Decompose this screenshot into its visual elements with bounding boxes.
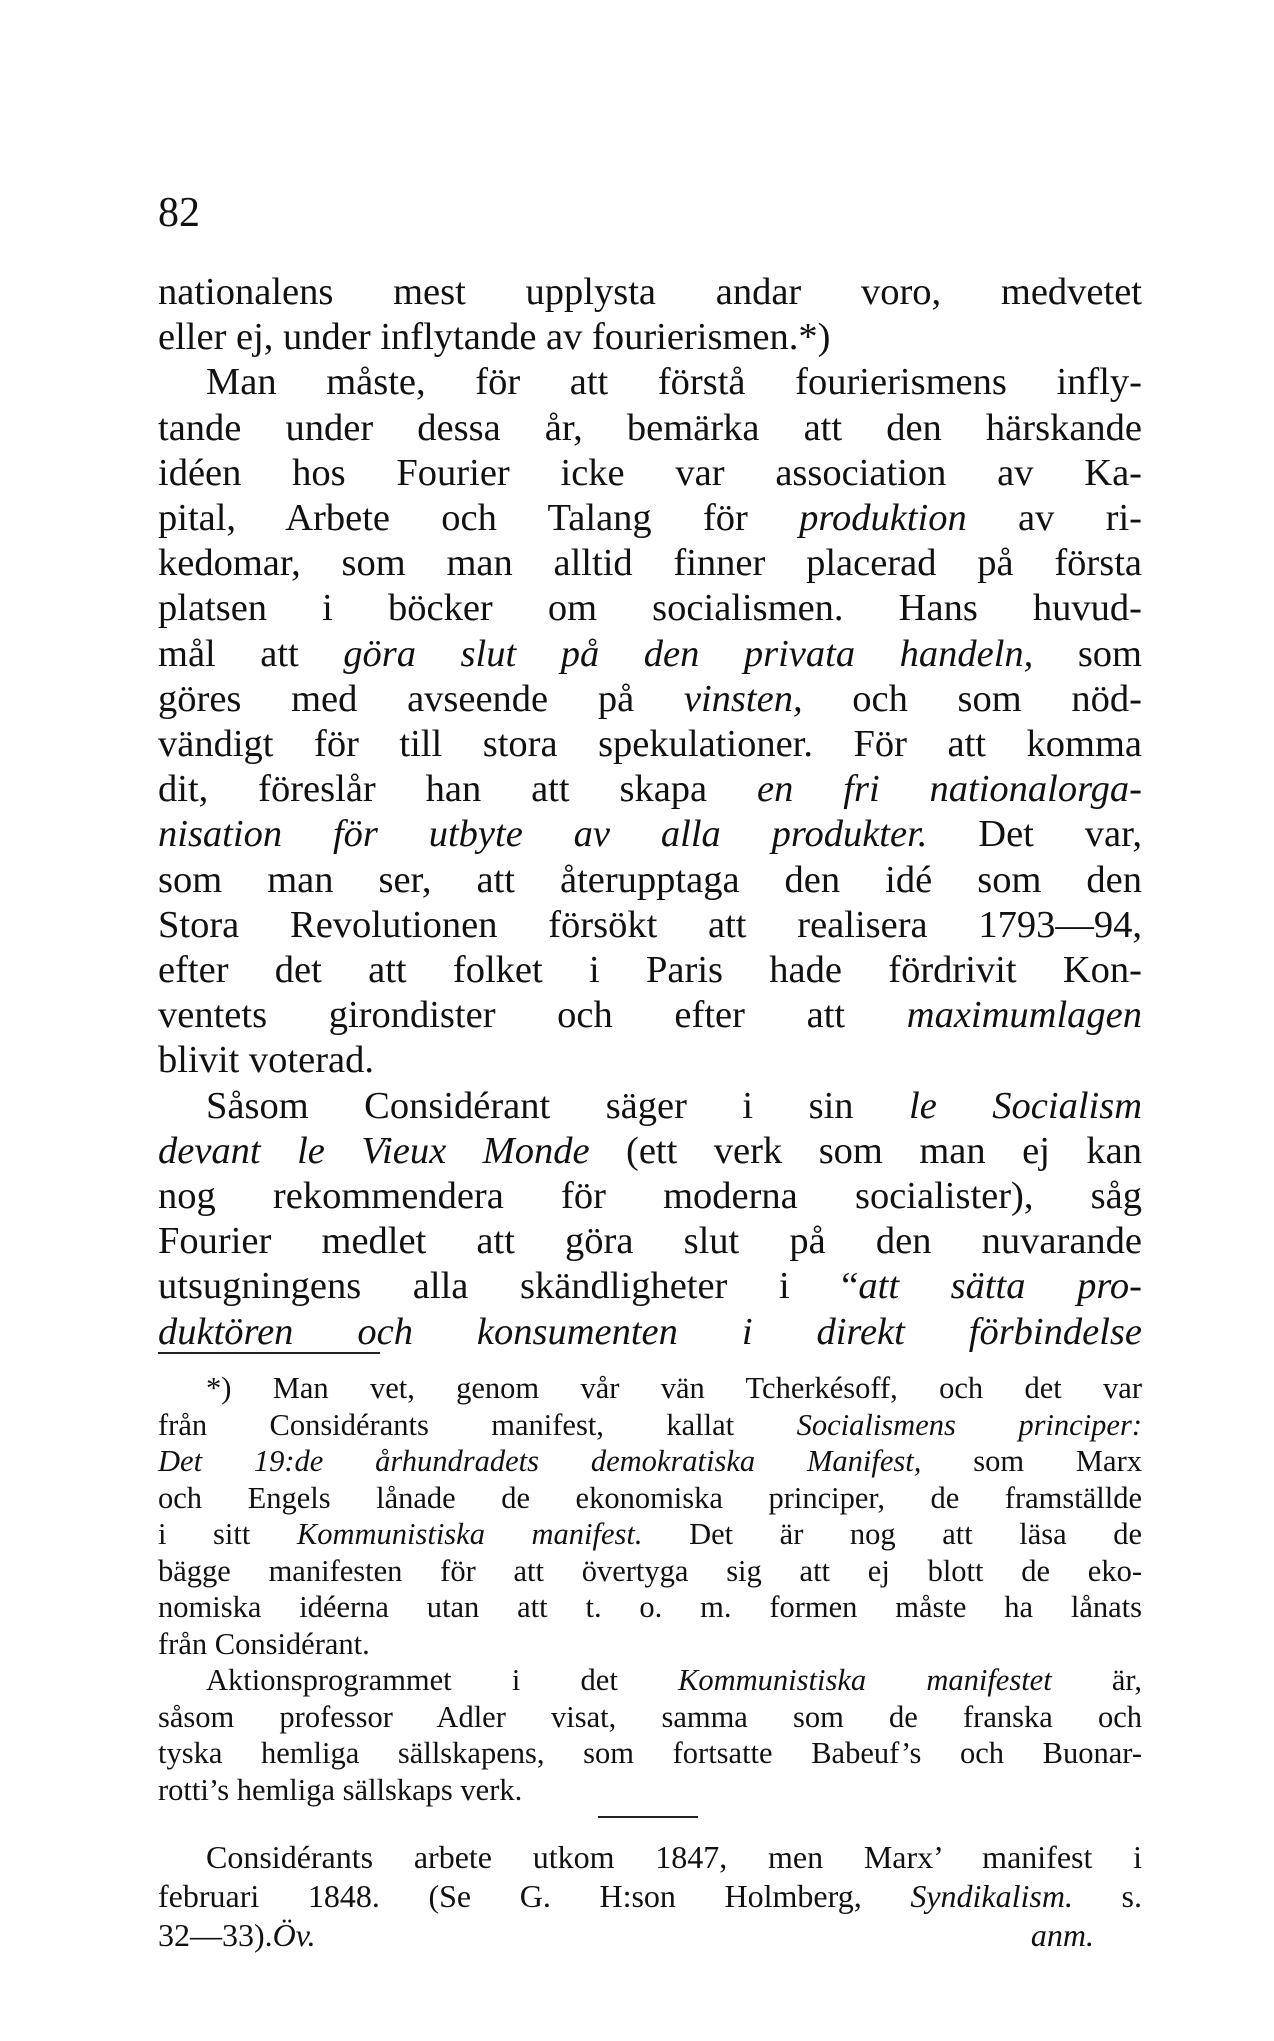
italic-phrase: duktören och konsumenten i direkt förbindelse [158,1310,1142,1353]
main-text [158,270,1142,1355]
note-line: februari 1848. (Se G. H:son Holmberg, Syndikalism. s. [158,1878,1143,1914]
italic-phrase: nisation för utbyte av alla produkter. [158,813,928,856]
text-line: nisation för utbyte av alla produkter. Det var, [158,813,1142,856]
italic-phrase: Kommunistiska manifest. [296,1517,643,1551]
italic-phrase: devant le Vieux Monde [158,1129,590,1172]
text-line: Stora Revolutionen försökt att realisera 1793—94, [158,903,1142,946]
italic-phrase: maximumlagen [906,994,1142,1037]
translator-note [158,1838,1142,1955]
italic-phrase: vinsten, [683,677,803,720]
text-line [158,1310,1142,1355]
italic-phrase: Socialismens principer: [796,1407,1142,1442]
text-line: idéen hos Fourier icke var association av Ka- [158,451,1142,494]
italic-phrase: att sätta pro- [858,1265,1142,1308]
footnote [158,1370,1142,1808]
note-signature: Öv. anm. [272,1917,1094,1953]
italic-phrase: Kommunistiska manifestet [678,1663,1052,1697]
footnote-line: bägge manifesten för att övertyga sig att ej blott de eko- [158,1553,1142,1588]
text-line: dit, föreslår han att skapa en fri nationalorga- [158,768,1142,811]
text-line: ventets girondister och efter att maximumlagen [158,994,1142,1037]
note-line: 32—33).Öv. anm. [158,1916,1142,1955]
footnote-divider [158,1352,380,1354]
note-line: Considérants arbete utkom 1847, men Marx’ manifest i [206,1839,1142,1875]
text-line: kedomar, som man alltid finner placerad på första [158,542,1142,585]
text-line: efter det att folket i Paris hade fördrivit Kon- [158,949,1142,992]
italic-phrase: Det 19:de århundradets demokratiska Manifest, [158,1444,922,1478]
footnote-line: rotti’s hemliga sällskaps verk. [158,1772,523,1807]
text-line: göres med avseende på vinsten, och som nöd- [158,677,1142,720]
italic-phrase: en fri nationalorga- [757,768,1142,811]
text-line: nog rekommendera för moderna socialister), såg [158,1175,1142,1218]
footnote-line: Aktionsprogrammet i det Kommunistiska manifestet är, [206,1663,1142,1697]
text-line: utsugningens alla skändligheter i “att sätta pro- [158,1265,1142,1308]
text-line: som man ser, att återupptaga den idé som den [158,858,1142,901]
text-line: Fourier medlet att göra slut på den nuvarande [158,1220,1142,1263]
text-line: blivit voterad. [158,1039,374,1082]
text-line: mål att göra slut på den privata handeln, som [158,632,1142,675]
text-line: tande under dessa år, bemärka att den härskande [158,406,1142,449]
page-number: 82 [158,190,200,236]
text-line: Man måste, för att förstå fourierismens infly- [206,361,1142,404]
translator-note-divider [598,1816,698,1818]
footnote-line: och Engels lånade de ekonomiska principer, de framställde [158,1480,1142,1515]
italic-phrase: göra slut på den privata handeln, [343,632,1034,675]
italic-phrase: produktion [799,497,967,540]
italic-phrase: Syndikalism. [910,1878,1073,1914]
text-line: Såsom Considérant säger i sin le Socialism [206,1084,1142,1127]
footnote-line: från Considérant. [158,1626,370,1661]
footnote-line: från Considérants manifest, kallat Socialismens principer: [158,1407,1142,1442]
text-line: platsen i böcker om socialismen. Hans huvud- [158,587,1142,630]
footnote-line: i sitt Kommunistiska manifest. Det är nog att läsa de [158,1517,1143,1551]
text-line: pital, Arbete och Talang för produktion av ri- [158,497,1142,540]
footnote-line: nomiska idéerna utan att t. o. m. formen måste ha lånats [158,1590,1142,1624]
text-line: devant le Vieux Monde (ett verk som man ej kan [158,1129,1142,1172]
text-line: eller ej, under inflytande av fourierismen.*) [158,316,831,359]
italic-phrase: le Socialism [909,1084,1142,1127]
text-line: vändigt för till stora spekulationer. För att komma [158,723,1142,766]
text-line: nationalens mest upplysta andar voro, medvetet [158,271,1142,313]
footnote-line: *) Man vet, genom vår vän Tcherkésoff, och det var [206,1371,1142,1405]
footnote-line: tyska hemliga sällskapens, som fortsatte Babeuf’s och Buonar- [158,1736,1142,1770]
footnote-line: Det 19:de århundradets demokratiska Manifest, som Marx [158,1444,1142,1478]
footnote-line: såsom professor Adler visat, samma som de franska och [158,1699,1142,1734]
